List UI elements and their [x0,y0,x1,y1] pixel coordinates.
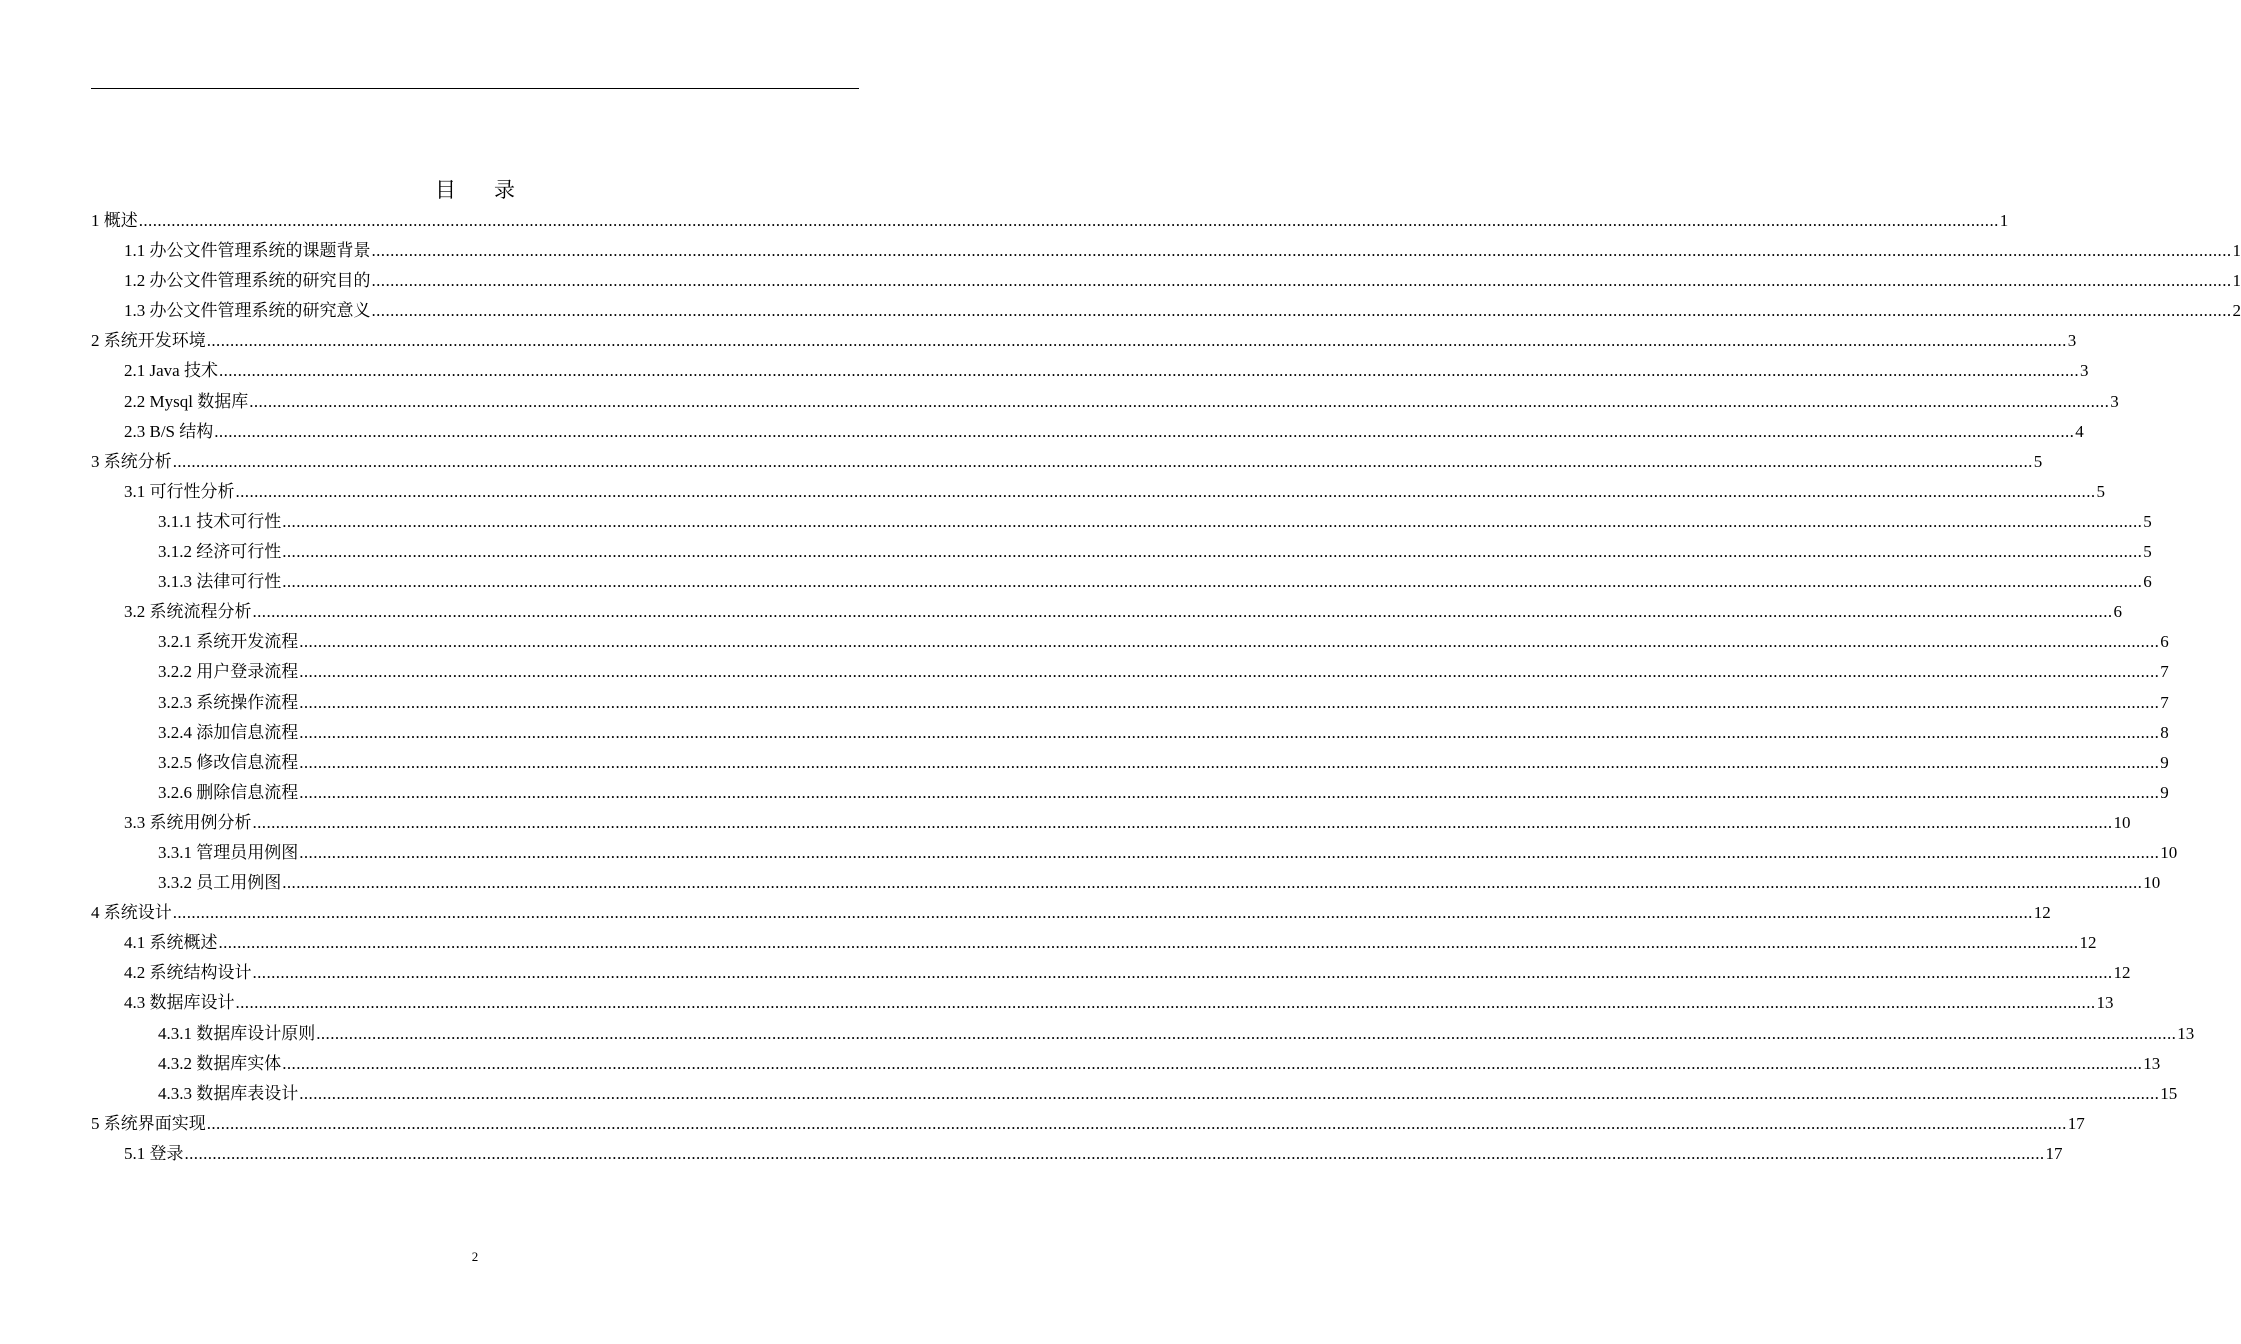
toc-entry[interactable] [91,959,2131,989]
toc-entry-title: 2.1 Java 技术 [124,361,218,381]
toc-entry-title: 3.3 系统用例分析 [124,812,252,832]
toc-entry[interactable] [91,689,2169,719]
toc-entry-page: 17 [2067,1113,2085,1133]
toc-entry-page: 13 [2143,1053,2161,1073]
toc-entry[interactable] [91,899,2051,929]
toc-entry[interactable] [91,1110,2085,1140]
toc-dot-leader: ................................................................................................................................................................................................................................................................................................................................................................................................................ [282,511,2143,531]
toc-entry-page: 9 [2160,782,2169,802]
toc-entry-page: 8 [2160,722,2169,742]
toc-entry-page: 3 [2067,331,2077,351]
toc-entry-title: 3.2.5 修改信息流程 [158,752,299,772]
toc-dot-leader: ................................................................................................................................................................................................................................................................................................................................................................................................................ [206,1113,2067,1133]
toc-entry-title: 2.3 B/S 结构 [124,421,214,441]
toc-entry[interactable] [91,749,2169,779]
toc-entry-page: 10 [2113,812,2131,832]
toc-dot-leader: ................................................................................................................................................................................................................................................................................................................................................................................................................ [252,602,2113,622]
toc-entry-page: 7 [2160,692,2169,712]
toc-entry[interactable] [91,628,2169,658]
toc-dot-leader: ................................................................................................................................................................................................................................................................................................................................................................................................................ [235,993,2096,1013]
toc-entry[interactable] [91,267,2241,297]
toc-dot-leader: ................................................................................................................................................................................................................................................................................................................................................................................................................ [252,963,2113,983]
header-rule [91,88,859,89]
toc-entry[interactable] [91,809,2131,839]
toc-dot-leader: ................................................................................................................................................................................................................................................................................................................................................................................................................ [214,421,2075,441]
toc-dot-leader: ................................................................................................................................................................................................................................................................................................................................................................................................................ [299,752,2160,772]
toc-dot-leader: ................................................................................................................................................................................................................................................................................................................................................................................................................ [371,301,2232,321]
toc-entry-title: 3.2.4 添加信息流程 [158,722,299,742]
toc-dot-leader: ................................................................................................................................................................................................................................................................................................................................................................................................................ [282,542,2143,562]
toc-entry-title: 5 系统界面实现 [91,1113,206,1133]
toc-dot-leader: ................................................................................................................................................................................................................................................................................................................................................................................................................ [282,1053,2143,1073]
toc-dot-leader: ................................................................................................................................................................................................................................................................................................................................................................................................................ [235,481,2096,501]
toc-entry-page: 12 [2113,963,2131,983]
toc-dot-leader: ................................................................................................................................................................................................................................................................................................................................................................................................................ [252,812,2113,832]
toc-entry[interactable] [91,508,2152,538]
toc-entry[interactable] [91,929,2097,959]
toc-entry-page: 17 [2045,1143,2063,1163]
toc-entry-page: 13 [2177,1023,2195,1043]
toc-dot-leader: ................................................................................................................................................................................................................................................................................................................................................................................................................ [299,662,2160,682]
toc-entry-title: 3.1.2 经济可行性 [158,542,282,562]
toc-entry-page: 5 [2143,511,2152,531]
toc-dot-leader: ................................................................................................................................................................................................................................................................................................................................................................................................................ [282,873,2143,893]
toc-entry-title: 3.2.3 系统操作流程 [158,692,299,712]
toc-entry[interactable] [91,989,2114,1019]
toc-entry-page: 12 [2033,903,2051,923]
toc-entry-title: 3 系统分析 [91,451,172,471]
toc-entry-page: 1 [2232,241,2241,261]
toc-entry[interactable] [91,297,2241,327]
toc-entry-title: 4.2 系统结构设计 [124,963,252,983]
toc-dot-leader: ................................................................................................................................................................................................................................................................................................................................................................................................................ [299,722,2160,742]
toc-dot-leader: ................................................................................................................................................................................................................................................................................................................................................................................................................ [138,211,1999,230]
toc-entry[interactable] [91,1020,2195,1050]
toc-entry-title: 1 概述 [91,211,138,230]
toc-dot-leader: ................................................................................................................................................................................................................................................................................................................................................................................................................ [299,632,2160,652]
toc-entry-page: 1 [1999,211,2009,230]
toc-entry-title: 4.3.3 数据库表设计 [158,1083,299,1103]
toc-entry[interactable] [91,839,2178,869]
toc-dot-leader: ................................................................................................................................................................................................................................................................................................................................................................................................................ [218,361,2079,381]
toc-entry[interactable] [91,719,2169,749]
toc-entry[interactable] [91,237,2241,267]
toc-entry-title: 4 系统设计 [91,903,172,923]
toc-entry-title: 1.3 办公文件管理系统的研究意义 [124,301,371,321]
toc-entry-page: 6 [2143,572,2152,592]
toc-entry-page: 3 [2079,361,2089,381]
toc-entry-page: 3 [2110,391,2119,411]
toc-entry-page: 6 [2113,602,2122,622]
toc-dot-leader: ................................................................................................................................................................................................................................................................................................................................................................................................................ [218,933,2079,953]
toc-entry-title: 5.1 登录 [124,1143,184,1163]
toc-entry-title: 3.2.6 删除信息流程 [158,782,299,802]
toc-entry[interactable] [91,207,2009,237]
toc-entry-title: 4.3 数据库设计 [124,993,235,1013]
toc-entry-page: 4 [2075,421,2084,441]
toc-entry-title: 2 系统开发环境 [91,331,206,351]
toc-entry[interactable] [91,779,2169,809]
toc-entry[interactable] [91,869,2161,899]
toc-dot-leader: ................................................................................................................................................................................................................................................................................................................................................................................................................ [299,782,2160,802]
toc-entry[interactable] [91,658,2169,688]
table-of-contents [91,207,2241,1170]
toc-entry-title: 4.3.2 数据库实体 [158,1053,282,1073]
toc-entry-title: 3.2.1 系统开发流程 [158,632,299,652]
toc-dot-leader: ................................................................................................................................................................................................................................................................................................................................................................................................................ [172,903,2033,923]
toc-dot-leader: ................................................................................................................................................................................................................................................................................................................................................................................................................ [249,391,2110,411]
toc-dot-leader: ................................................................................................................................................................................................................................................................................................................................................................................................................ [184,1143,2045,1163]
toc-entry-page: 2 [2232,301,2241,321]
toc-dot-leader: ................................................................................................................................................................................................................................................................................................................................................................................................................ [282,572,2143,592]
toc-dot-leader: ................................................................................................................................................................................................................................................................................................................................................................................................................ [316,1023,2177,1043]
toc-entry[interactable] [91,327,2077,357]
toc-entry-page: 5 [2096,481,2105,501]
toc-entry-title: 4.3.1 数据库设计原则 [158,1023,316,1043]
toc-entry-title: 2.2 Mysql 数据库 [124,391,249,411]
toc-entry-page: 10 [2143,873,2161,893]
toc-dot-leader: ................................................................................................................................................................................................................................................................................................................................................................................................................ [172,451,2033,471]
toc-entry-title: 1.2 办公文件管理系统的研究目的 [124,271,371,291]
toc-entry-page: 10 [2160,842,2178,862]
toc-entry-page: 9 [2160,752,2169,772]
toc-entry[interactable] [91,388,2119,418]
toc-entry-page: 5 [2033,451,2043,471]
toc-entry-title: 3.3.1 管理员用例图 [158,842,299,862]
toc-entry-title: 3.1.3 法律可行性 [158,572,282,592]
toc-entry-title: 3.3.2 员工用例图 [158,873,282,893]
toc-entry[interactable] [91,357,2089,387]
toc-entry[interactable] [91,478,2105,508]
toc-dot-leader: ................................................................................................................................................................................................................................................................................................................................................................................................................ [299,842,2160,862]
toc-entry-page: 15 [2160,1083,2178,1103]
toc-entry[interactable] [91,1050,2161,1080]
toc-entry-page: 12 [2079,933,2097,953]
toc-dot-leader: ................................................................................................................................................................................................................................................................................................................................................................................................................ [206,331,2067,351]
toc-entry[interactable] [91,568,2152,598]
toc-entry[interactable] [91,538,2152,568]
toc-dot-leader: ................................................................................................................................................................................................................................................................................................................................................................................................................ [371,241,2232,261]
page-number: 2 [471,1249,479,1264]
toc-entry-title: 1.1 办公文件管理系统的课题背景 [124,241,371,261]
toc-entry-page: 1 [2232,271,2241,291]
toc-dot-leader: ................................................................................................................................................................................................................................................................................................................................................................................................................ [371,271,2232,291]
toc-entry-page: 6 [2160,632,2169,652]
toc-entry-page: 13 [2096,993,2114,1013]
toc-entry-title: 3.1.1 技术可行性 [158,511,282,531]
toc-entry-page: 5 [2143,542,2152,562]
toc-dot-leader: ................................................................................................................................................................................................................................................................................................................................................................................................................ [299,692,2160,712]
toc-entry[interactable] [91,1140,2063,1170]
toc-entry[interactable] [91,1080,2178,1110]
toc-entry[interactable] [91,418,2084,448]
toc-entry-title: 3.1 可行性分析 [124,481,235,501]
toc-entry[interactable] [91,448,2043,478]
toc-title: 目录 [435,178,553,202]
toc-dot-leader: ................................................................................................................................................................................................................................................................................................................................................................................................................ [299,1083,2160,1103]
toc-entry-page: 7 [2160,662,2169,682]
toc-entry-title: 3.2.2 用户登录流程 [158,662,299,682]
toc-entry[interactable] [91,598,2122,628]
toc-entry-title: 3.2 系统流程分析 [124,602,252,622]
toc-entry-title: 4.1 系统概述 [124,933,218,953]
